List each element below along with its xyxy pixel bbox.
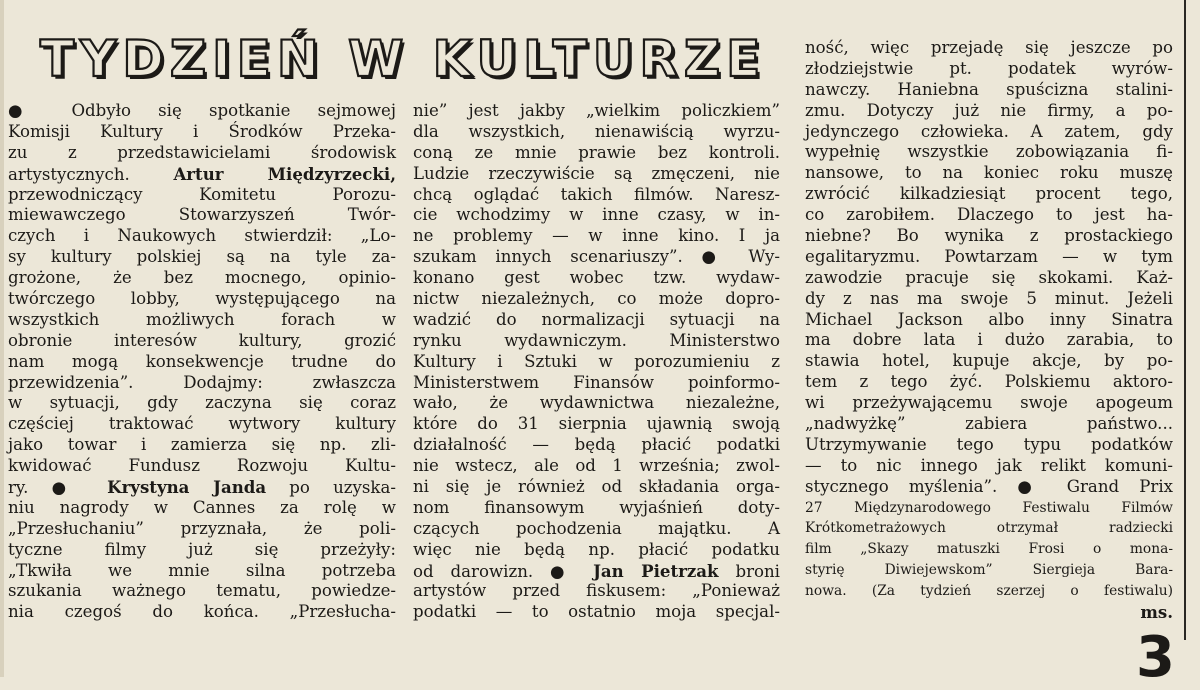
article-line: stawia hotel, kupuje akcje, by po-	[805, 351, 1173, 371]
article-line: niu nagrody w Cannes za rolę w	[8, 497, 396, 517]
article-line: co zarobiłem. Dlaczego to jest ha-	[805, 205, 1173, 225]
article-line: niebne? Bo wynika z prostackiego	[805, 226, 1173, 246]
article-line: szukania ważnego tematu, powiedze-	[8, 581, 396, 601]
article-line: artystów przed fiskusem: „Ponieważ	[413, 581, 780, 601]
article-line: obronie interesów kultury, grozić	[8, 330, 396, 350]
article-line: przewidzenia”. Dodajmy: zwłaszcza	[8, 372, 396, 392]
article-line: zwrócić kilkadziesiąt procent tego,	[805, 184, 1173, 204]
article-line: Ministerstwem Finansów poinformo-	[413, 372, 780, 392]
article-line: stycznego myślenia”. ● Grand Prix	[805, 476, 1173, 496]
article-line: nom finansowym wyjaśnień doty-	[413, 497, 780, 517]
article-line: ność, więc przejadę się jeszcze po	[805, 38, 1173, 57]
article-column-3	[805, 38, 1173, 623]
author-signature: ms.	[1140, 602, 1173, 623]
article-line: grożone, że bez mocnego, opinio-	[8, 268, 396, 288]
article-line: złodziejstwie pt. podatek wyrów-	[805, 58, 1173, 78]
article-line: film „Skazy matuszki Frosi o mona-	[805, 541, 1173, 558]
article-line: podatki — to ostatnio moja specjal-	[413, 602, 780, 622]
article-line: konano gest wobec tzw. wydaw-	[413, 268, 780, 288]
article-line: Ludzie rzeczywiście są zmęczeni, nie	[413, 163, 780, 183]
article-line: „nadwyżkę” zabiera państwo...	[805, 414, 1173, 434]
article-line: cie wchodzimy w inne czasy, w in-	[413, 205, 780, 225]
article-line: coną ze mnie prawie bez kontroli.	[413, 142, 780, 162]
article-line: Utrzymywanie tego typu podatków	[805, 434, 1173, 454]
article-line: jako towar i zamierza się np. zli-	[8, 435, 396, 455]
article-line: Krótkometrażowych otrzymał radziecki	[805, 520, 1173, 537]
article-line: Michael Jackson albo inny Sinatra	[805, 309, 1173, 329]
article-line: wi przeżywającemu swoje apogeum	[805, 393, 1173, 413]
article-line: ma dobre lata i dużo zarabia, to	[805, 330, 1173, 350]
article-line: dy z nas ma swoje 5 minut. Jeżeli	[805, 288, 1173, 308]
article-line: wało, że wydawnictwa niezależne,	[413, 393, 780, 413]
article-line: przewodniczący Komitetu Porozu-	[8, 184, 396, 204]
article-line: styrię Diwiejewskom” Siergieja Bara-	[805, 562, 1173, 579]
article-line: zmu. Dotyczy już nie firmy, a po-	[805, 100, 1173, 120]
article-line: nawczy. Haniebna spuścizna stalini-	[805, 79, 1173, 99]
article-line: nictw niezależnych, co może dopro-	[413, 289, 780, 309]
article-line: tyczne filmy już się przeżyły:	[8, 539, 396, 559]
article-line: wszystkich możliwych forach w	[8, 309, 396, 329]
article-line: zu z przedstawicielami środowisk	[8, 142, 396, 162]
article-line: czych i Naukowych stwierdził: „Lo-	[8, 226, 396, 246]
article-line: czących pochodzenia majątku. A	[413, 518, 780, 538]
article-line: działalność — będą płacić podatki	[413, 435, 780, 455]
article-column-2	[413, 101, 780, 623]
article-line: od darowizn. ● Jan Pietrzak broni	[413, 560, 780, 581]
article-line: szukam innych scenariuszy”. ● Wy-	[413, 247, 780, 267]
article-line: „Tkwiła we mnie silna potrzeba	[8, 560, 396, 580]
article-line: sy kultury polskiej są na tyle za-	[8, 247, 396, 267]
article-line: ry. ● Krystyna Janda po uzyska-	[8, 477, 396, 498]
page-edge	[0, 0, 4, 677]
article-line: „Przesłuchaniu” przyznała, że poli-	[8, 518, 396, 538]
article-line: tem z tego żyć. Polskiemu aktoro-	[805, 372, 1173, 392]
article-line: które do 31 sierpnia ujawnią swoją	[413, 414, 780, 434]
article-line: zawodzie pracuje się skokami. Każ-	[805, 267, 1173, 287]
article-line: miewawczego Stowarzyszeń Twór-	[8, 205, 396, 225]
article-line: wypełnię wszystkie zobowiązania fi-	[805, 142, 1173, 162]
article-line: nowa. (Za tydzień szerzej o festiwalu)	[805, 583, 1173, 600]
column-rule	[1184, 0, 1186, 640]
article-line: nie” jest jakby „wielkim policzkiem”	[413, 101, 780, 120]
article-line: jedynczego człowieka. A zatem, gdy	[805, 121, 1173, 141]
article-line: kwidować Fundusz Rozwoju Kultu-	[8, 456, 396, 476]
article-line: ● Odbyło się spotkanie sejmowej	[8, 101, 396, 120]
article-line: 27 Międzynarodowego Festiwalu Filmów	[805, 499, 1173, 516]
article-line: — to nic innego jak relikt komuni-	[805, 455, 1173, 475]
article-line: chcą oglądać takich filmów. Naresz-	[413, 184, 780, 204]
article-line: ni się je również od składania orga-	[413, 477, 780, 497]
article-line: artystycznych. Artur Międzyrzecki,	[8, 163, 396, 184]
article-line: dla wszystkich, nienawiścią wyrzu-	[413, 121, 780, 141]
article-line: ne problemy — w inne kino. I ja	[413, 226, 780, 246]
article-line: rynku wydawniczym. Ministerstwo	[413, 330, 780, 350]
article-line: twórczego lobby, występującego na	[8, 289, 396, 309]
article-line: częściej traktować wytwory kultury	[8, 414, 396, 434]
page-number: 3	[1136, 625, 1175, 690]
article-column-1	[8, 101, 396, 623]
article-line: wadzić do normalizacji sytuacji na	[413, 309, 780, 329]
article-line: więc nie będą np. płacić podatku	[413, 539, 780, 559]
article-line: egalitaryzmu. Powtarzam — w tym	[805, 246, 1173, 266]
article-line: Komisji Kultury i Środków Przeka-	[8, 121, 396, 141]
article-line: nie wstecz, ale od 1 września; zwol-	[413, 456, 780, 476]
article-line: nam mogą konsekwencje trudne do	[8, 351, 396, 371]
article-line: nia czegoś do końca. „Przesłucha-	[8, 602, 396, 622]
article-line: w sytuacji, gdy zaczyna się coraz	[8, 393, 396, 413]
article-line: nansowe, to na koniec roku muszę	[805, 163, 1173, 183]
headline: TYDZIEŃ W KULTURZE	[40, 30, 767, 88]
article-line: Kultury i Sztuki w porozumieniu z	[413, 351, 780, 371]
